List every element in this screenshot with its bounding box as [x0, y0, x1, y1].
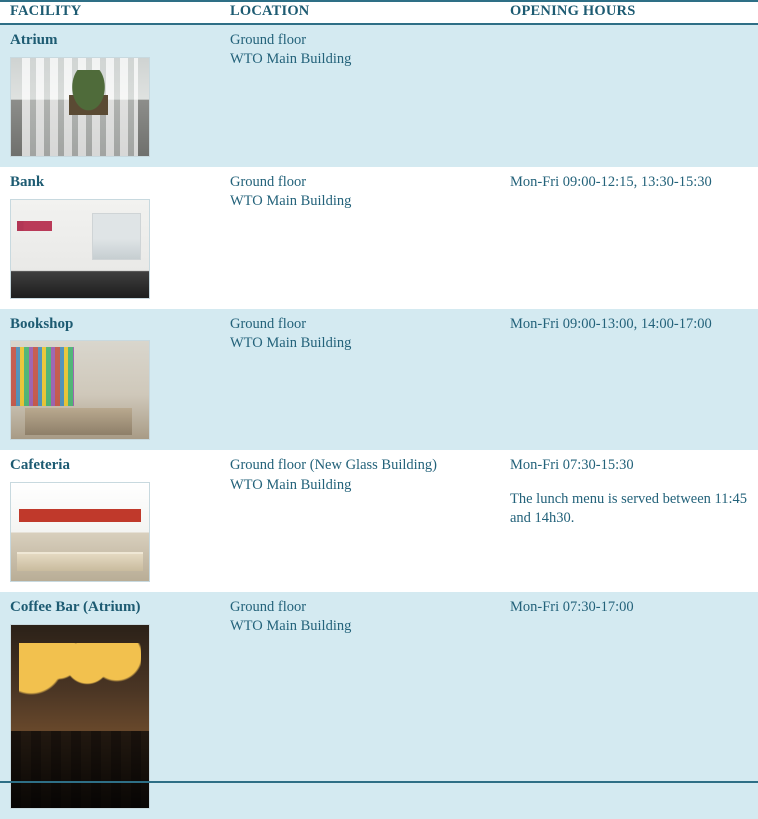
facility-cell: [0, 309, 222, 451]
location-line-2: WTO Main Building: [230, 334, 352, 351]
table-header: [0, 1, 758, 24]
hours-cell: [502, 309, 758, 451]
facility-cell: [0, 24, 222, 167]
atrium-photo: [10, 57, 150, 157]
column-header-location: LOCATION: [222, 1, 502, 24]
hours-cell: [502, 24, 758, 167]
hours-cell: [502, 167, 758, 309]
location-cell: [222, 309, 502, 451]
hours-line: Mon-Fri 07:30-17:00: [510, 599, 634, 616]
hours-line: Mon-Fri 09:00-12:15, 13:30-15:30: [510, 173, 712, 190]
location-line-2: WTO Main Building: [230, 192, 352, 209]
location-cell: [222, 592, 502, 819]
table-row: [0, 592, 758, 819]
location-line-1: Ground floor: [230, 599, 307, 616]
location-line-1: Ground floor: [230, 32, 307, 48]
facility-cell: [0, 592, 222, 819]
hours-note: The lunch menu is served between 11:45 and 14h30.: [510, 490, 748, 526]
facility-cell: [0, 450, 222, 592]
table-row: [0, 167, 758, 309]
facility-name: Coffee Bar (Atrium): [10, 599, 141, 616]
column-header-hours: OPENING HOURS: [502, 1, 758, 24]
location-line-1: Ground floor: [230, 315, 307, 332]
location-line-1: Ground floor (New Glass Building): [230, 457, 438, 474]
cafeteria-photo: [10, 482, 150, 582]
facility-name: Bank: [10, 173, 45, 190]
hours-line: Mon-Fri 07:30-15:30: [510, 457, 634, 474]
hours-line: Mon-Fri 09:00-13:00, 14:00-17:00: [510, 315, 712, 332]
header-row: [0, 1, 758, 24]
column-header-facility: FACILITY: [0, 1, 222, 24]
bookshop-photo: [10, 340, 150, 440]
hours-cell: [502, 592, 758, 819]
location-line-2: WTO Main Building: [230, 618, 352, 635]
facility-name: Cafeteria: [10, 457, 70, 474]
location-cell: [222, 450, 502, 592]
table-bottom-rule: [0, 781, 758, 783]
location-line-2: WTO Main Building: [230, 476, 352, 493]
location-cell: [222, 167, 502, 309]
hours-cell: [502, 450, 758, 592]
facility-name: Atrium: [10, 32, 58, 48]
table-row: [0, 24, 758, 167]
location-line-2: WTO Main Building: [230, 51, 352, 68]
facility-name: Bookshop: [10, 315, 74, 332]
facility-cell: [0, 167, 222, 309]
bank-photo: [10, 199, 150, 299]
location-line-1: Ground floor: [230, 173, 307, 190]
location-cell: [222, 24, 502, 167]
table-row: [0, 450, 758, 592]
table-body: [0, 24, 758, 819]
table-row: [0, 309, 758, 451]
